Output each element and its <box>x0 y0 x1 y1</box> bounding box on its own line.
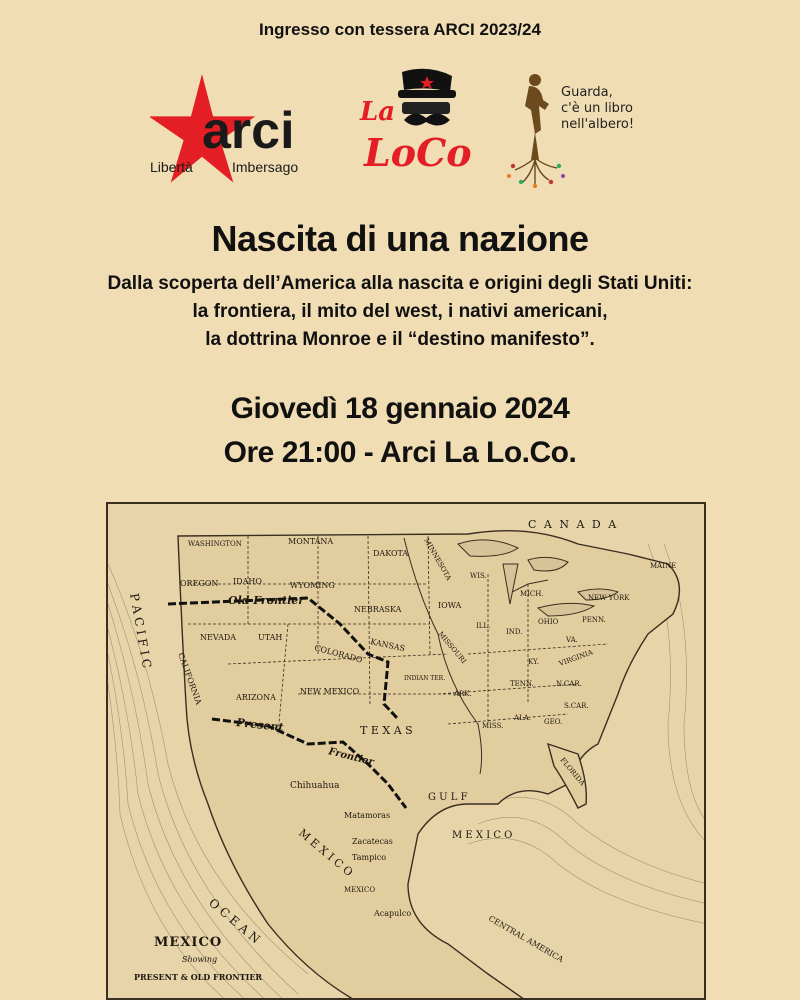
libro-logo <box>505 70 655 190</box>
label-chihuahua: Chihuahua <box>290 781 340 791</box>
label-kansas: KANSAS <box>369 637 406 654</box>
label-virginia: VIRGINIA <box>557 648 594 668</box>
label-wis: WIS. <box>470 572 487 580</box>
label-ncar: N.CAR. <box>556 680 582 688</box>
label-matamoras: Matamoras <box>344 811 391 820</box>
label-nevada: NEVADA <box>200 633 237 642</box>
label-geo: GEO. <box>544 718 563 726</box>
label-present: Present <box>235 716 285 734</box>
libro-line1: Guarda, <box>561 85 613 100</box>
cap-icon <box>398 69 456 98</box>
reader-figure-icon <box>525 74 549 160</box>
arci-logo <box>150 74 315 192</box>
subtitle-line-2: la frontiera, il mito del west, i nativi americani, <box>192 301 608 322</box>
label-ind: IND. <box>506 628 523 636</box>
map-svg <box>108 504 706 1000</box>
label-central-america: CENTRAL AMERICA <box>487 913 565 965</box>
label-new-mexico: NEW MEXICO <box>300 687 360 696</box>
subtitle-line-3: la dottrina Monroe e il “destino manifesto”. <box>205 329 595 350</box>
entry-note: Ingresso con tessera ARCI 2023/24 <box>259 20 541 39</box>
loco-top-word: La <box>360 97 396 127</box>
loco-bottom-word: LoCo <box>364 130 472 175</box>
label-missouri: MISSOURI <box>436 630 468 666</box>
label-tenn: TENN. <box>510 680 534 688</box>
label-maine: MAINE <box>650 562 677 570</box>
label-tampico: Tampico <box>352 853 387 862</box>
label-oregon: OREGON <box>180 579 219 588</box>
label-idaho: IDAHO <box>233 577 262 586</box>
label-va: VA. <box>566 636 578 644</box>
label-pacific: P A C I F I C <box>127 592 154 670</box>
label-ill: ILL. <box>476 622 491 630</box>
libro-line3: nell'albero! <box>561 117 635 132</box>
label-mexico-gulf: M E X I C O <box>452 830 513 841</box>
loco-logo <box>358 68 473 178</box>
label-nebraska: NEBRASKA <box>354 605 402 614</box>
event-title: Nascita di una nazione <box>211 218 589 259</box>
libro-line2: c'è un libro <box>561 101 633 116</box>
label-washington: WASHINGTON <box>188 540 242 548</box>
event-subtitle <box>40 270 760 354</box>
label-ark: ARK. <box>454 690 472 698</box>
arci-word: arci <box>202 102 295 160</box>
label-ala: ALA. <box>514 714 531 722</box>
label-old-frontier: Old Frontier <box>228 594 305 607</box>
label-mich: MICH. <box>520 590 544 598</box>
label-miss: MISS. <box>482 722 504 730</box>
label-dakota: DAKOTA <box>373 549 409 558</box>
label-arizona: ARIZONA <box>236 693 276 702</box>
arci-sub-left: Libertà <box>150 159 193 175</box>
label-acapulco: Acapulco <box>374 909 412 918</box>
label-florida: FLORIDA <box>558 756 587 788</box>
label-new-york: NEW YORK <box>588 594 630 602</box>
label-texas: T E X A S <box>360 724 413 737</box>
label-wyoming: WYOMING <box>290 581 335 590</box>
legend-subtitle: PRESENT & OLD FRONTIER <box>134 972 263 982</box>
label-gulf: G U L F <box>428 792 468 803</box>
label-montana: MONTANA <box>288 537 334 546</box>
logos-row <box>0 68 800 198</box>
legend-title: MEXICO <box>154 935 223 950</box>
label-canada: C A N A D A <box>528 518 619 531</box>
label-penn: PENN. <box>582 616 606 624</box>
label-scar: S.CAR. <box>564 702 589 710</box>
mustache-icon <box>402 102 450 126</box>
subtitle-line-1: Dalla scoperta dell’America alla nascita e origini degli Stati Uniti: <box>107 273 693 294</box>
historic-map <box>106 502 706 1000</box>
event-date: Giovedì 18 gennaio 2024 <box>230 392 570 425</box>
label-mexico-country: M E X I C O <box>296 826 356 879</box>
label-colorado: COLORADO <box>313 643 364 665</box>
label-ohio: OHIO <box>538 618 559 626</box>
label-zacatecas: Zacatecas <box>352 837 393 846</box>
label-frontier: Frontier <box>327 746 375 769</box>
label-indian-ter: INDIAN TER. <box>404 675 446 682</box>
label-ky: KY. <box>528 658 539 666</box>
event-time-place: Ore 21:00 - Arci La Lo.Co. <box>223 436 577 469</box>
arci-sub-right: Imbersago <box>232 159 299 175</box>
label-ocean: O C E A N <box>206 895 263 947</box>
label-california: CALIFORNIA <box>176 651 204 706</box>
legend-showing: Showing <box>182 955 218 964</box>
label-iowa: IOWA <box>438 601 462 610</box>
label-mexico-city: MEXICO <box>344 886 376 894</box>
label-utah: UTAH <box>258 633 283 642</box>
label-minnesota: MINNESOTA <box>422 537 453 582</box>
